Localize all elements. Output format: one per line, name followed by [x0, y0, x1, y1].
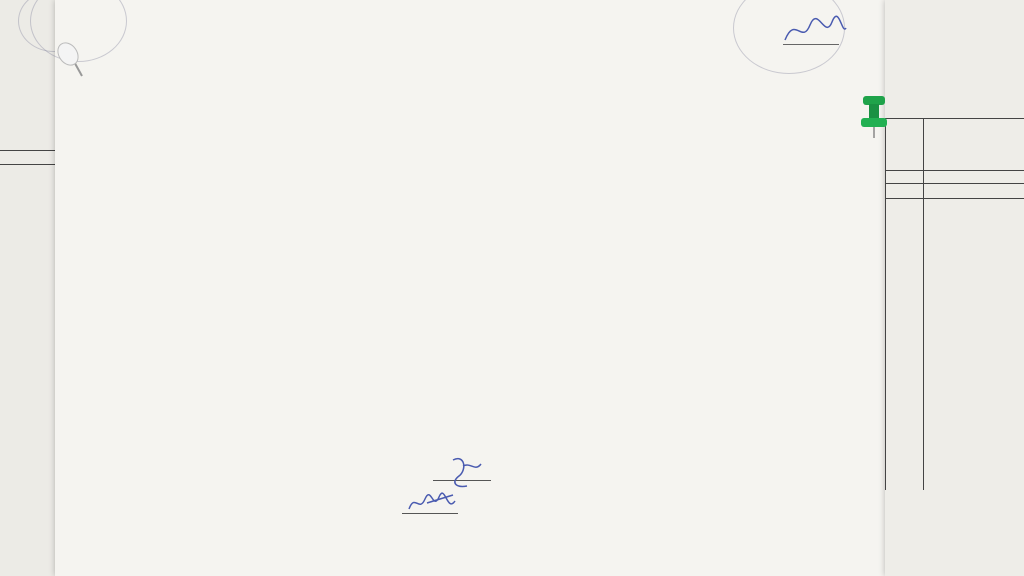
right-sheet: [885, 0, 1024, 576]
green-pushpin: [855, 92, 895, 142]
head-signature: [780, 10, 850, 50]
cook-signature: [405, 487, 465, 522]
white-pushpin: [50, 38, 90, 83]
nurse-signature: [445, 452, 490, 492]
menu-sheet: [55, 0, 895, 576]
